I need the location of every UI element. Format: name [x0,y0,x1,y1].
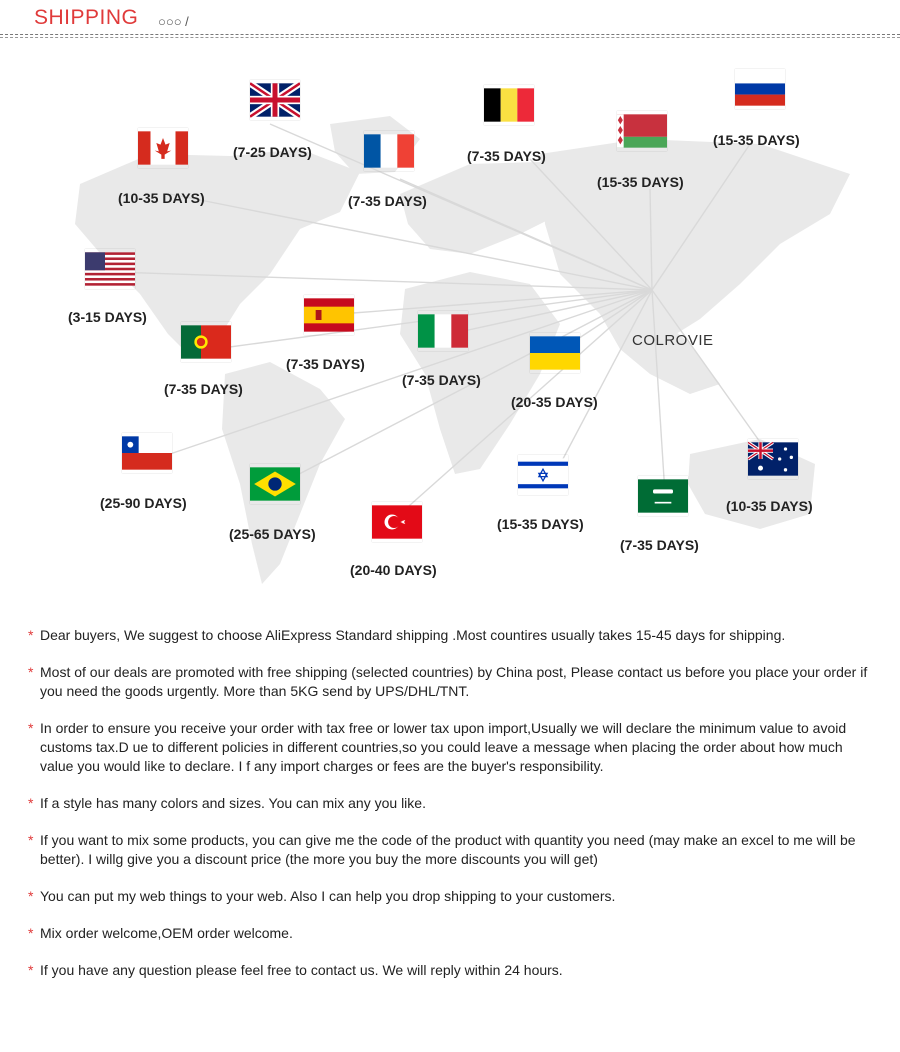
list-item: * If you want to mix some products, you can give me the code of the product with quantity you need (may make an excel to me will be better). I willg give you a discount price (the more you buy the more discounts you will get) [28,832,856,867]
chile-days: (25-90 DAYS) [100,495,187,511]
chile-flag-icon [122,433,172,473]
russia-flag-icon [735,69,785,109]
russia-days: (15-35 DAYS) [713,132,800,148]
israel-flag-icon [518,455,568,495]
uk-days: (7-25 DAYS) [233,144,312,160]
brazil-flag-icon [250,464,300,504]
list-item: * Most of our deals are promoted with free shipping (selected countries) by China post, Please contact us before you place your order if you need the goods urgently. More than 5KG send by UPS/DHL/TNT. [28,664,868,699]
list-item: * You can put my web things to your web. Also I can help you drop shipping to your customers. [28,888,616,904]
france-flag-icon [364,131,414,171]
usa-days: (3-15 DAYS) [68,309,147,325]
canada-days: (10-35 DAYS) [118,190,205,206]
brand-logo: COLROVIE [632,332,714,349]
belarus-flag-icon [617,111,667,151]
shipping-header [0,0,900,44]
list-item: * In order to ensure you receive your order with tax free or lower tax upon import,Usually we will declare the minimum value to avoid customs tax.D ue to different policies in different countries,so you could leave a message when placing the order about how much value you would like to declare. I f any import charges or fees are the buyer's responsibility. [28,720,847,774]
saudi-arabia-flag-icon [638,476,688,516]
belgium-days: (7-35 DAYS) [467,148,546,164]
spain-flag-icon [304,295,354,335]
italy-flag-icon [418,311,468,351]
portugal-days: (7-35 DAYS) [164,381,243,397]
ukraine-days: (20-35 DAYS) [511,394,598,410]
france-days: (7-35 DAYS) [348,193,427,209]
divider [0,34,900,35]
israel-days: (15-35 DAYS) [497,516,584,532]
brazil-days: (25-65 DAYS) [229,526,316,542]
belgium-flag-icon [484,85,534,125]
canada-flag-icon [138,128,188,168]
portugal-flag-icon [181,322,231,362]
uk-flag-icon [250,80,300,120]
belarus-days: (15-35 DAYS) [597,174,684,190]
section-title: SHIPPING [34,6,139,29]
divider [0,37,900,38]
saudi-arabia-days: (7-35 DAYS) [620,537,699,553]
list-item: * If a style has many colors and sizes. You can mix any you like. [28,795,426,811]
ukraine-flag-icon [530,333,580,373]
australia-flag-icon [748,439,798,479]
shipping-notes [28,626,878,998]
list-item: * Mix order welcome,OEM order welcome. [28,925,293,941]
list-item: * Dear buyers, We suggest to choose AliExpress Standard shipping .Most countires usually takes 15-45 days for shipping. [28,627,786,643]
usa-flag-icon [85,249,135,289]
turkey-flag-icon [372,502,422,542]
header-decoration: ○○○ / [158,14,189,29]
turkey-days: (20-40 DAYS) [350,562,437,578]
spain-days: (7-35 DAYS) [286,356,365,372]
italy-days: (7-35 DAYS) [402,372,481,388]
shipping-map [0,44,900,600]
australia-days: (10-35 DAYS) [726,498,813,514]
list-item: * If you have any question please feel free to contact us. We will reply within 24 hours. [28,962,563,978]
